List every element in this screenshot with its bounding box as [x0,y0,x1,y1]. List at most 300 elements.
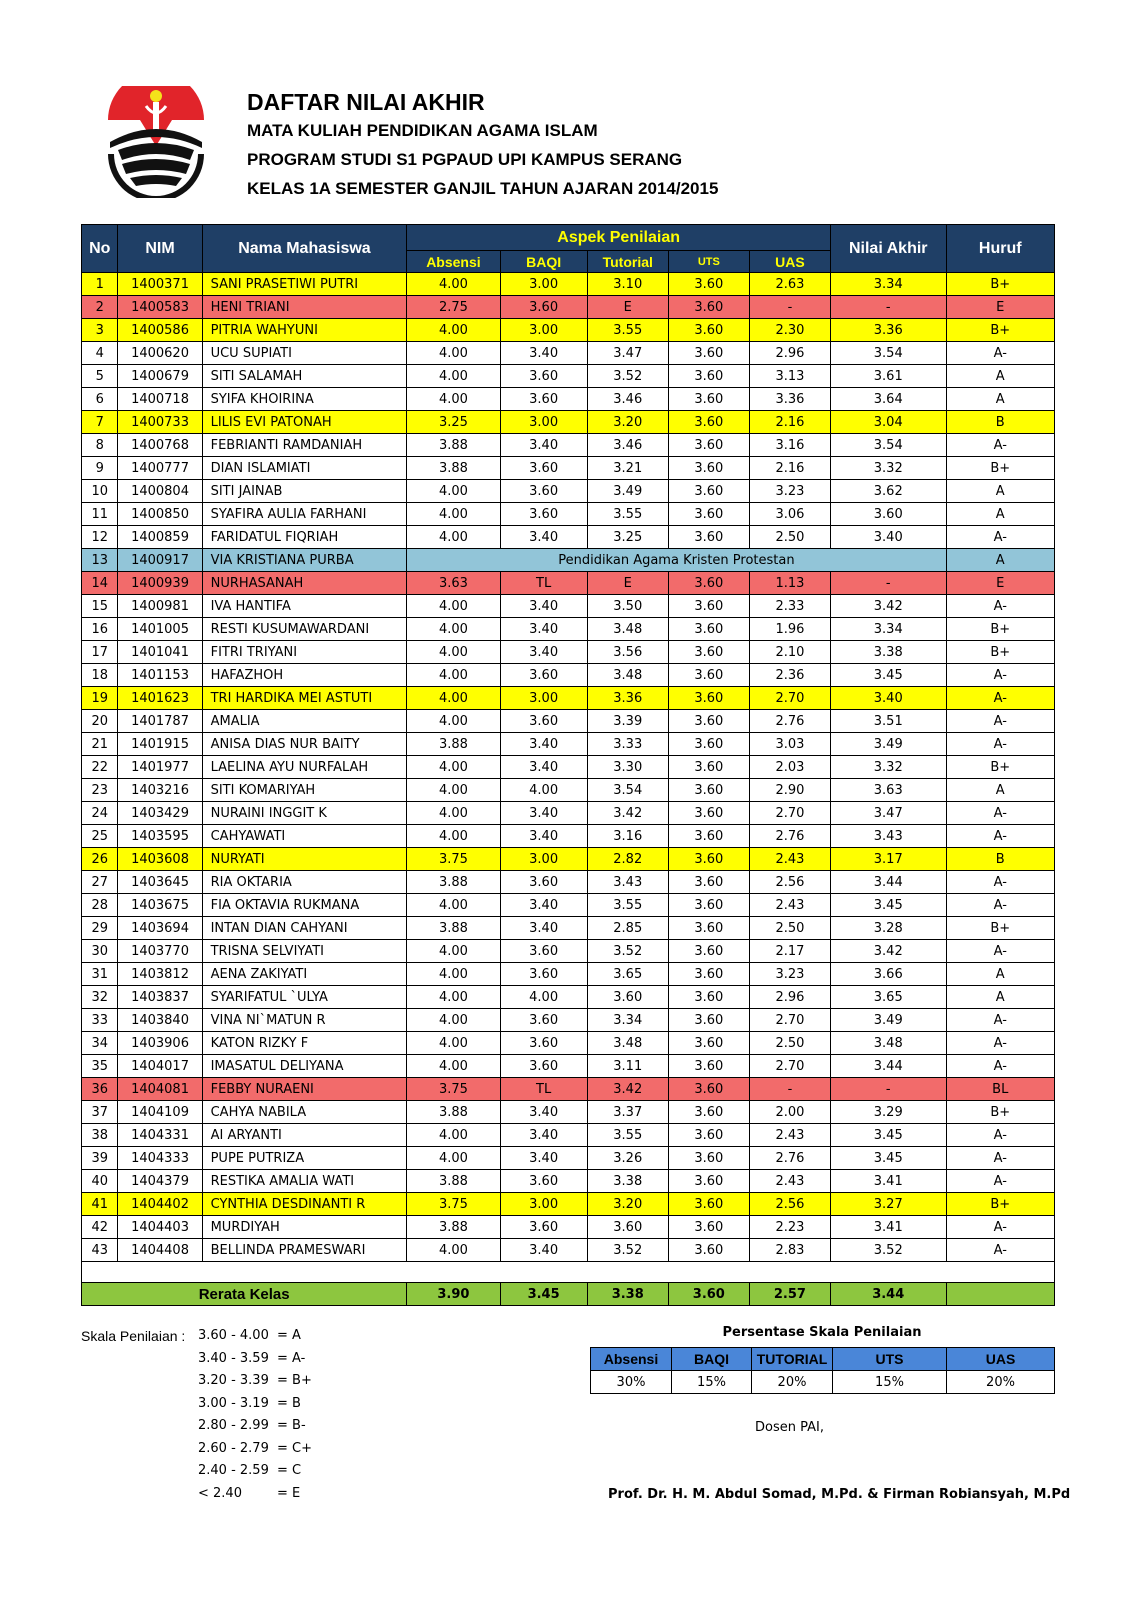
cell-huruf: A [946,503,1054,526]
cell-nim: 1400733 [118,411,202,434]
cell-nilai-akhir: 3.38 [830,641,946,664]
table-row [82,756,1055,779]
cell-tutorial: 3.55 [587,319,668,342]
cell-no: 33 [82,1009,118,1032]
cell-huruf: B+ [946,1101,1054,1124]
cell-uas: 2.43 [749,894,830,917]
cell-absensi: 4.00 [407,779,500,802]
cell-huruf: A- [946,894,1054,917]
cell-baqi: 3.60 [500,664,587,687]
cell-tutorial: 2.85 [587,917,668,940]
cell-uts: 3.60 [668,526,749,549]
grading-scale-item [198,1396,301,1411]
cell-huruf: B+ [946,1193,1054,1216]
cell-nim: 1403675 [118,894,202,917]
header-nama: Nama Mahasiswa [202,225,407,273]
table-row [82,1032,1055,1055]
cell-uas: 1.13 [749,572,830,595]
cell-nilai-akhir: 3.27 [830,1193,946,1216]
table-row [82,526,1055,549]
table-row [82,457,1055,480]
average-row [82,1283,1055,1306]
cell-nilai-akhir: 3.49 [830,733,946,756]
cell-nilai-akhir: 3.34 [830,618,946,641]
average-label: Rerata Kelas [82,1283,407,1306]
cell-nim: 1403216 [118,779,202,802]
grading-scale-item [198,1351,305,1366]
cell-uts: 3.60 [668,733,749,756]
cell-nama: VINA NI`MATUN R [202,1009,407,1032]
cell-tutorial: E [587,296,668,319]
cell-baqi: 3.60 [500,871,587,894]
table-row [82,480,1055,503]
cell-nama: SANI PRASETIWI PUTRI [202,273,407,296]
cell-absensi: 3.75 [407,1078,500,1101]
grades-table [81,224,1055,1306]
cell-nim: 1400679 [118,365,202,388]
cell-uas: 2.43 [749,1124,830,1147]
cell-no: 21 [82,733,118,756]
cell-nama: NURAINI INGGIT K [202,802,407,825]
cell-tutorial: 3.37 [587,1101,668,1124]
cell-uts: 3.60 [668,1124,749,1147]
cell-nim: 1400939 [118,572,202,595]
average-nilai: 3.44 [830,1283,946,1306]
grading-scale-item [198,1441,312,1456]
cell-tutorial: 3.54 [587,779,668,802]
table-row [82,687,1055,710]
table-row [82,388,1055,411]
grading-scale-range: 3.40 - 3.59 [198,1350,269,1366]
cell-nilai-akhir: 3.29 [830,1101,946,1124]
cell-absensi: 3.25 [407,411,500,434]
cell-nilai-akhir: 3.61 [830,365,946,388]
cell-uas: 2.96 [749,986,830,1009]
cell-uts: 3.60 [668,434,749,457]
percentage-header-uas: UAS [947,1348,1055,1371]
program-title: PROGRAM STUDI S1 PGPAUD UPI KAMPUS SERANG [247,150,683,169]
cell-nama: AMALIA [202,710,407,733]
table-row [82,1078,1055,1101]
cell-no: 27 [82,871,118,894]
cell-baqi: 3.00 [500,411,587,434]
cell-absensi: 3.63 [407,572,500,595]
cell-nama: HENI TRIANI [202,296,407,319]
cell-tutorial: 3.20 [587,411,668,434]
cell-nim: 1400917 [118,549,202,572]
grading-scale-grade: = A [277,1328,301,1343]
cell-huruf: A [946,963,1054,986]
cell-nilai-akhir: 3.42 [830,595,946,618]
cell-uas: 2.50 [749,526,830,549]
cell-baqi: 3.40 [500,1124,587,1147]
cell-tutorial: 3.33 [587,733,668,756]
cell-uas: 2.10 [749,641,830,664]
cell-uas: 3.06 [749,503,830,526]
cell-nim: 1400371 [118,273,202,296]
cell-uts: 3.60 [668,618,749,641]
cell-nim: 1404017 [118,1055,202,1078]
course-title: MATA KULIAH PENDIDIKAN AGAMA ISLAM [247,121,598,140]
grading-scale-grade: = B- [277,1418,306,1433]
cell-baqi: 3.40 [500,756,587,779]
cell-absensi: 4.00 [407,756,500,779]
cell-nama: NURHASANAH [202,572,407,595]
table-row [82,940,1055,963]
cell-no: 10 [82,480,118,503]
cell-uts: 3.60 [668,457,749,480]
cell-uts: 3.60 [668,917,749,940]
cell-baqi: 4.00 [500,986,587,1009]
cell-no: 25 [82,825,118,848]
table-row [82,963,1055,986]
table-row [82,664,1055,687]
cell-nilai-akhir: 3.49 [830,1009,946,1032]
cell-no: 23 [82,779,118,802]
cell-no: 18 [82,664,118,687]
cell-uts: 3.60 [668,342,749,365]
percentage-header-tutorial: TUTORIAL [752,1348,833,1371]
cell-nilai-akhir: 3.40 [830,687,946,710]
cell-nim: 1404081 [118,1078,202,1101]
cell-tutorial: 3.50 [587,595,668,618]
cell-tutorial: 3.60 [587,1216,668,1239]
grading-scale-range: 3.00 - 3.19 [198,1395,269,1411]
cell-absensi: 4.00 [407,710,500,733]
grading-scale-range: 2.80 - 2.99 [198,1418,269,1433]
cell-nama: IMASATUL DELIYANA [202,1055,407,1078]
cell-uas: 2.56 [749,871,830,894]
cell-nama: FEBBY NURAENI [202,1078,407,1101]
cell-uas: 2.70 [749,687,830,710]
cell-tutorial: 3.52 [587,940,668,963]
cell-uas: 2.43 [749,848,830,871]
cell-baqi: 3.60 [500,1032,587,1055]
cell-tutorial: 3.39 [587,710,668,733]
table-row [82,549,1055,572]
cell-no: 35 [82,1055,118,1078]
grading-scale-grade: = B+ [277,1373,312,1388]
grading-scale-grade: = A- [277,1350,306,1366]
cell-baqi: 3.40 [500,917,587,940]
cell-nim: 1400586 [118,319,202,342]
table-row [82,342,1055,365]
average-baqi: 3.45 [500,1283,587,1306]
table-row [82,894,1055,917]
cell-nilai-akhir: 3.34 [830,273,946,296]
cell-absensi: 4.00 [407,1124,500,1147]
cell-absensi: 4.00 [407,825,500,848]
cell-huruf: A- [946,526,1054,549]
cell-nim: 1401005 [118,618,202,641]
cell-nama: KATON RIZKY F [202,1032,407,1055]
table-row [82,1009,1055,1032]
cell-nama: BELLINDA PRAMESWARI [202,1239,407,1262]
cell-uts: 3.60 [668,1055,749,1078]
cell-tutorial: 3.55 [587,1124,668,1147]
cell-huruf: A- [946,1170,1054,1193]
percentage-uas: 20% [947,1371,1055,1394]
cell-absensi: 3.75 [407,848,500,871]
cell-no: 9 [82,457,118,480]
cell-nim: 1403608 [118,848,202,871]
table-row [82,1216,1055,1239]
cell-absensi: 4.00 [407,802,500,825]
cell-uts: 3.60 [668,365,749,388]
cell-absensi: 4.00 [407,1032,500,1055]
cell-huruf: A- [946,687,1054,710]
cell-uts: 3.60 [668,411,749,434]
cell-nim: 1400981 [118,595,202,618]
cell-huruf: A- [946,940,1054,963]
header-no: No [82,225,118,273]
cell-nilai-akhir: 3.41 [830,1216,946,1239]
cell-absensi: 4.00 [407,1239,500,1262]
cell-absensi: 2.75 [407,296,500,319]
table-row [82,825,1055,848]
cell-uas: 2.50 [749,1032,830,1055]
cell-nilai-akhir: 3.44 [830,871,946,894]
cell-no: 26 [82,848,118,871]
cell-absensi: 3.88 [407,871,500,894]
cell-absensi: 3.88 [407,1216,500,1239]
cell-baqi: 3.00 [500,1193,587,1216]
average-uas: 2.57 [749,1283,830,1306]
cell-absensi: 3.88 [407,1101,500,1124]
cell-nama: SITI JAINAB [202,480,407,503]
cell-nama: SYAFIRA AULIA FARHANI [202,503,407,526]
cell-nim: 1403812 [118,963,202,986]
cell-baqi: 3.60 [500,503,587,526]
cell-uts: 3.60 [668,687,749,710]
grading-scale-range: 3.20 - 3.39 [198,1373,269,1388]
table-row [82,802,1055,825]
cell-no: 30 [82,940,118,963]
percentage-header-absensi: Absensi [591,1348,672,1371]
table-row [82,1239,1055,1262]
cell-uts: 3.60 [668,1101,749,1124]
cell-huruf: A- [946,664,1054,687]
cell-huruf: A- [946,1009,1054,1032]
cell-tutorial: 3.25 [587,526,668,549]
cell-absensi: 4.00 [407,595,500,618]
cell-no: 41 [82,1193,118,1216]
cell-huruf: A [946,388,1054,411]
table-row [82,1055,1055,1078]
cell-uas: 3.23 [749,963,830,986]
cell-nim: 1404379 [118,1170,202,1193]
cell-uas: 3.36 [749,388,830,411]
cell-no: 28 [82,894,118,917]
cell-nama: AENA ZAKIYATI [202,963,407,986]
cell-huruf: B+ [946,756,1054,779]
table-row [82,411,1055,434]
document-title: DAFTAR NILAI AKHIR [247,89,485,115]
cell-nama: SITI SALAMAH [202,365,407,388]
cell-uas: 2.03 [749,756,830,779]
cell-uts: 3.60 [668,273,749,296]
average-tutorial: 3.38 [587,1283,668,1306]
cell-uas: 2.76 [749,825,830,848]
table-row [82,434,1055,457]
cell-uts: 3.60 [668,480,749,503]
cell-uts: 3.60 [668,802,749,825]
cell-no: 13 [82,549,118,572]
cell-nilai-akhir: 3.62 [830,480,946,503]
cell-uas: 2.96 [749,342,830,365]
cell-uts: 3.60 [668,1193,749,1216]
cell-no: 14 [82,572,118,595]
cell-nim: 1400583 [118,296,202,319]
cell-no: 29 [82,917,118,940]
table-row [82,1147,1055,1170]
cell-nim: 1401977 [118,756,202,779]
cell-huruf: B+ [946,319,1054,342]
cell-nama: RIA OKTARIA [202,871,407,894]
cell-nama: INTAN DIAN CAHYANI [202,917,407,940]
cell-nim: 1400859 [118,526,202,549]
table-row [82,917,1055,940]
cell-absensi: 4.00 [407,986,500,1009]
header-absensi: Absensi [407,251,500,273]
cell-absensi: 4.00 [407,1055,500,1078]
cell-nilai-akhir: 3.65 [830,986,946,1009]
cell-huruf: A [946,986,1054,1009]
grading-scale-item [198,1328,301,1343]
percentage-absensi: 30% [591,1371,672,1394]
cell-huruf: A [946,549,1054,572]
cell-no: 31 [82,963,118,986]
table-row [82,710,1055,733]
cell-baqi: 3.40 [500,733,587,756]
cell-no: 40 [82,1170,118,1193]
cell-absensi: 4.00 [407,940,500,963]
cell-uts: 3.60 [668,756,749,779]
cell-tutorial: 3.34 [587,1009,668,1032]
cell-uas: 2.90 [749,779,830,802]
cell-nama: CAHYAWATI [202,825,407,848]
cell-absensi: 4.00 [407,894,500,917]
cell-no: 8 [82,434,118,457]
cell-uas: 2.76 [749,710,830,733]
cell-huruf: B+ [946,457,1054,480]
grading-scale-grade: = C [277,1463,302,1478]
cell-uts: 3.60 [668,641,749,664]
cell-huruf: A- [946,595,1054,618]
cell-nilai-akhir: 3.63 [830,779,946,802]
table-row [82,365,1055,388]
table-row [82,296,1055,319]
cell-nilai-akhir: 3.47 [830,802,946,825]
cell-nim: 1403906 [118,1032,202,1055]
cell-uas: 2.63 [749,273,830,296]
cell-tutorial: 3.49 [587,480,668,503]
cell-nim: 1400620 [118,342,202,365]
cell-baqi: 4.00 [500,779,587,802]
cell-huruf: A- [946,871,1054,894]
cell-nim: 1401153 [118,664,202,687]
table-row [82,595,1055,618]
cell-huruf: A- [946,1032,1054,1055]
table-row [82,986,1055,1009]
cell-absensi: 3.88 [407,457,500,480]
cell-uas: 2.70 [749,1055,830,1078]
table-row [82,779,1055,802]
average-huruf [946,1283,1054,1306]
cell-uas: 2.16 [749,457,830,480]
grading-scale-range: < 2.40 [198,1485,242,1501]
cell-no: 43 [82,1239,118,1262]
cell-baqi: 3.00 [500,273,587,296]
grading-scale-label: Skala Penilaian : [81,1328,186,1344]
cell-huruf: B [946,848,1054,871]
cell-uas: 2.30 [749,319,830,342]
cell-tutorial: 3.46 [587,434,668,457]
cell-nilai-akhir: 3.66 [830,963,946,986]
cell-uas: 3.16 [749,434,830,457]
upi-logo [100,86,212,198]
cell-baqi: 3.40 [500,434,587,457]
cell-baqi: 3.40 [500,526,587,549]
cell-nilai-akhir: 3.32 [830,457,946,480]
cell-no: 20 [82,710,118,733]
cell-uas: - [749,296,830,319]
grading-scale-range: 2.40 - 2.59 [198,1463,269,1478]
cell-nilai-akhir: 3.54 [830,342,946,365]
table-row [82,618,1055,641]
cell-absensi: 4.00 [407,526,500,549]
cell-nim: 1404408 [118,1239,202,1262]
percentage-title: Persentase Skala Penilaian [722,1325,922,1340]
cell-nim: 1404331 [118,1124,202,1147]
average-absensi: 3.90 [407,1283,500,1306]
cell-uts: 3.60 [668,572,749,595]
cell-uts: 3.60 [668,779,749,802]
cell-nilai-akhir: 3.51 [830,710,946,733]
cell-baqi: 3.40 [500,1147,587,1170]
cell-tutorial: 3.21 [587,457,668,480]
cell-huruf: A- [946,434,1054,457]
cell-nama: PITRIA WAHYUNI [202,319,407,342]
cell-uts: 3.60 [668,503,749,526]
cell-uas: 2.33 [749,595,830,618]
cell-nilai-akhir: 3.40 [830,526,946,549]
header-nilai-akhir: Nilai Akhir [830,225,946,273]
cell-baqi: 3.60 [500,1170,587,1193]
cell-no: 36 [82,1078,118,1101]
cell-absensi: 4.00 [407,618,500,641]
cell-uas: 2.36 [749,664,830,687]
percentage-uts: 15% [833,1371,947,1394]
cell-baqi: 3.60 [500,1216,587,1239]
cell-nilai-akhir: 3.64 [830,388,946,411]
cell-baqi: 3.40 [500,342,587,365]
cell-huruf: B+ [946,273,1054,296]
grading-scale-item [198,1373,312,1388]
cell-baqi: 3.60 [500,710,587,733]
cell-uts: 3.60 [668,1078,749,1101]
cell-baqi: 3.60 [500,480,587,503]
cell-tutorial: 3.56 [587,641,668,664]
percentage-baqi: 15% [672,1371,752,1394]
cell-nilai-akhir: - [830,296,946,319]
cell-uas: 2.56 [749,1193,830,1216]
grading-scale-item [198,1463,301,1478]
cell-nama: UCU SUPIATI [202,342,407,365]
cell-baqi: 3.60 [500,457,587,480]
cell-nim: 1400777 [118,457,202,480]
table-row [82,319,1055,342]
